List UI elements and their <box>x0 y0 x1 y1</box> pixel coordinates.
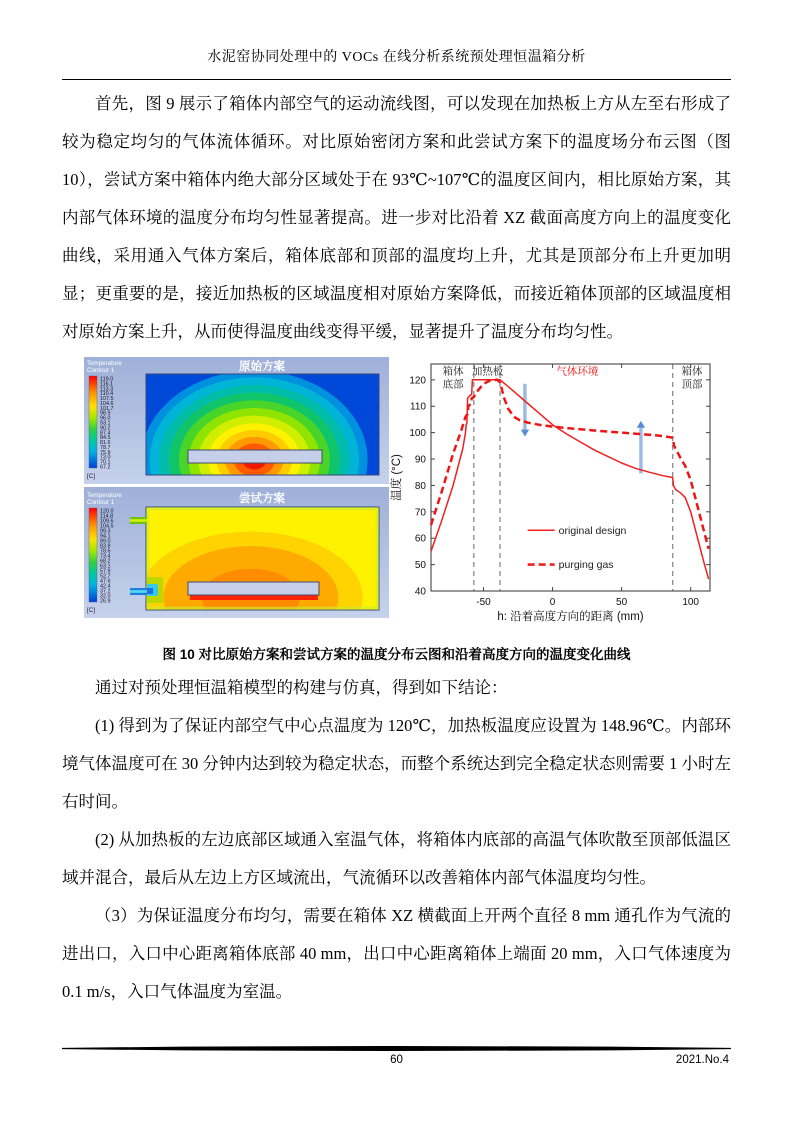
legend-colorbar <box>89 376 97 468</box>
line-chart-column <box>389 357 731 636</box>
svg-text:107.5: 107.5 <box>100 396 114 403</box>
svg-text:104.5: 104.5 <box>100 523 114 530</box>
svg-text:75.9: 75.9 <box>100 449 111 456</box>
svg-text:42.4: 42.4 <box>100 583 111 590</box>
svg-text:90.2: 90.2 <box>100 425 111 432</box>
svg-text:99.3: 99.3 <box>100 528 111 535</box>
svg-text:94.1: 94.1 <box>100 533 111 540</box>
paragraph-1: 首先，图 9 展示了箱体内部空气的运动流线图，可以发现在加热板上方从左至右形成了较为稳定均匀的气体流体循环。对比原始密闭方案和此尝试方案下的温度场分布云图（图 10），尝试方案中箱体内绝大部分区域处于在 93℃~107℃的温度区间内，相比原始方案，其内部气体环境的温度分布均匀性显著提高。进一步对比沿着 XZ 截面高度方向上的温度变化曲线，采用通入气体方案后，箱体底部和顶部的温度均上升，尤其是顶部分布上升更加明显；更重要的是，接近加热板的区域温度相对原始方案降低，而接近箱体顶部的区域温度相对原始方案上升，从而使得温度曲线变得平缓，显著提升了温度分布均匀性。 <box>62 94 731 341</box>
svg-text:110: 110 <box>410 401 426 413</box>
svg-text:113.3: 113.3 <box>100 386 114 393</box>
svg-text:78.6: 78.6 <box>100 548 111 555</box>
paragraph-3: (1) 得到为了保证内部空气中心点温度为 120℃，加热板温度应设置为 148.96℃。内部环境气体温度可在 30 分钟内达到较为稳定状态，而整个系统达到完全稳定状态则需要 1 小时左右时间。 <box>62 716 731 811</box>
svg-text:气体环境: 气体环境 <box>556 365 599 378</box>
figure-row <box>84 357 731 636</box>
header-rule <box>62 79 731 80</box>
legend-title: Temperature <box>87 360 122 367</box>
svg-text:114.8: 114.8 <box>100 513 114 520</box>
inlet-port <box>130 588 147 595</box>
svg-text:119.0: 119.0 <box>100 376 114 383</box>
figure-10 <box>62 357 731 663</box>
svg-text:67.2: 67.2 <box>100 464 111 471</box>
contour-plot-trial <box>84 487 389 618</box>
svg-text:101.7: 101.7 <box>100 405 114 412</box>
svg-text:加热板: 加热板 <box>471 365 504 378</box>
svg-text:78.7: 78.7 <box>100 444 111 451</box>
svg-text:60: 60 <box>414 533 426 545</box>
svg-text:84.5: 84.5 <box>100 435 111 442</box>
svg-text:110.4: 110.4 <box>100 391 114 398</box>
figure-caption: 图 10 对比原始方案和尝试方案的温度分布云图和沿着高度方向的温度变化曲线 <box>162 647 631 662</box>
svg-text:80: 80 <box>414 480 426 492</box>
svg-text:箱体底部: 箱体底部 <box>442 365 464 391</box>
svg-text:26.9: 26.9 <box>100 598 111 605</box>
svg-text:96.0: 96.0 <box>100 415 111 422</box>
svg-text:68.2: 68.2 <box>100 558 111 565</box>
svg-text:50: 50 <box>616 597 628 608</box>
svg-text:37.2: 37.2 <box>100 588 111 595</box>
svg-text:63.1: 63.1 <box>100 563 111 570</box>
svg-text:箱体顶部: 箱体顶部 <box>681 365 703 391</box>
contour-plot-original <box>84 357 389 484</box>
svg-text:120: 120 <box>409 375 426 387</box>
svg-text:50: 50 <box>414 560 426 572</box>
footer-rule <box>62 1046 731 1051</box>
svg-text:h: 沿着高度方向的距离 (mm): h: 沿着高度方向的距离 (mm) <box>497 611 644 623</box>
panel-title-original: 原始方案 <box>239 361 285 373</box>
svg-text:81.6: 81.6 <box>100 440 111 447</box>
svg-text:83.8: 83.8 <box>100 543 111 550</box>
svg-text:100: 100 <box>682 597 700 608</box>
panel-title-trial: 尝试方案 <box>239 493 285 505</box>
legend-subtitle: Contour 1 <box>87 367 115 374</box>
page-footer <box>62 1046 731 1074</box>
svg-text:100: 100 <box>409 428 426 440</box>
svg-text:116.1: 116.1 <box>100 381 114 388</box>
inlet-cold-core <box>147 588 153 594</box>
svg-text:90: 90 <box>414 454 426 466</box>
paragraph-5: （3）为保证温度分布均匀，需要在箱体 XZ 横截面上开两个直径 8 mm 通孔作为气流的进出口，入口中心距离箱体底部 40 mm，出口中心距离箱体上端面 20 mm，入口气体速度为 0.1 m/s，入口气体温度为室温。 <box>62 906 731 1001</box>
svg-text:52.7: 52.7 <box>100 573 111 580</box>
outlet-port <box>130 517 147 524</box>
svg-text:-50: -50 <box>476 597 491 608</box>
heating-plate-original <box>188 450 322 463</box>
svg-text:93.1: 93.1 <box>100 420 111 427</box>
svg-text:73.4: 73.4 <box>100 553 111 560</box>
paragraph-2: 通过对预处理恒温箱模型的构建与仿真，得到如下结论： <box>95 678 508 697</box>
svg-text:47.6: 47.6 <box>100 578 111 585</box>
svg-text:40: 40 <box>414 586 426 598</box>
running-head-title: 水泥窑协同处理中的 VOCs 在线分析系统预处理恒温箱分析 <box>207 50 586 65</box>
svg-text:70.1: 70.1 <box>100 459 111 466</box>
svg-text:104.6: 104.6 <box>100 400 114 407</box>
svg-text:purging gas: purging gas <box>558 559 614 572</box>
hot-layer-under-plate <box>190 595 318 600</box>
temperature-profile-chart <box>389 357 731 631</box>
svg-text:original design: original design <box>558 524 627 537</box>
svg-text:87.4: 87.4 <box>100 430 111 437</box>
svg-text:89.0: 89.0 <box>100 538 111 545</box>
legend-unit: [C] <box>87 607 95 614</box>
legend-title: Temperature <box>87 492 122 499</box>
heating-plate-trial <box>188 582 319 595</box>
svg-text:0: 0 <box>549 597 556 608</box>
page-number: 60 <box>390 1054 403 1066</box>
svg-text:57.9: 57.9 <box>100 568 111 575</box>
legend-subtitle: Contour 1 <box>87 499 115 506</box>
svg-text:温度 (°C): 温度 (°C) <box>391 454 403 501</box>
svg-text:32.0: 32.0 <box>100 593 111 600</box>
svg-text:120.0: 120.0 <box>100 508 114 515</box>
svg-text:73.0: 73.0 <box>100 454 111 461</box>
legend-colorbar <box>89 508 97 602</box>
contour-plots-column <box>84 357 389 618</box>
svg-text:98.9: 98.9 <box>100 410 111 417</box>
issue-label: 2021.No.4 <box>675 1054 729 1066</box>
paragraph-4: (2) 从加热板的左边底部区域通入室温气体，将箱体内底部的高温气体吹散至顶部低温区域并混合，最后从左边上方区域流出，气流循环以改善箱体内部气体温度均匀性。 <box>62 830 731 887</box>
svg-text:109.6: 109.6 <box>100 518 114 525</box>
svg-text:70: 70 <box>414 507 426 519</box>
legend-unit: [C] <box>87 473 95 480</box>
